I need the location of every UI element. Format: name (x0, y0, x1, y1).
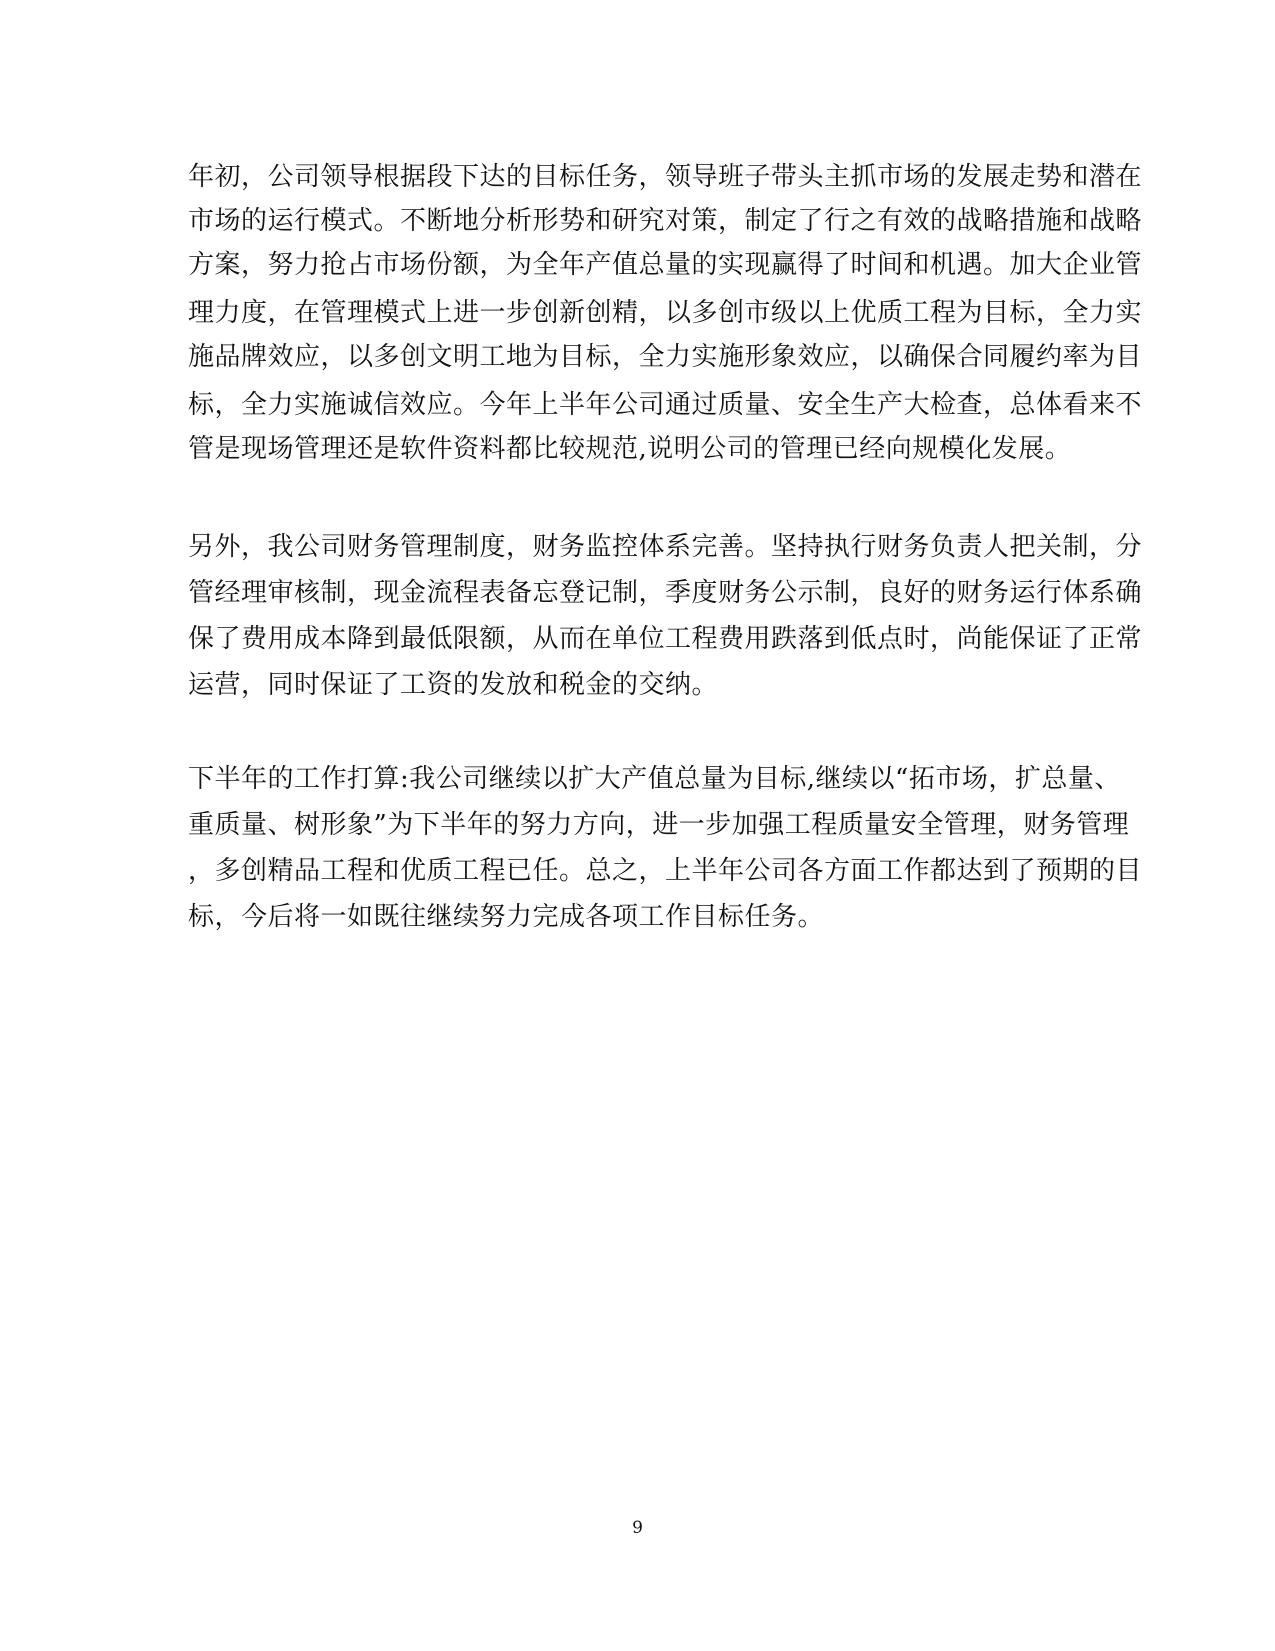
paragraph-line: 方案，努力抢占市场份额，为全年产值总量的实现赢得了时间和机遇。加大企业管 (188, 250, 1143, 280)
paragraph-line: 下半年的工作打算:我公司继续以扩大产值总量为目标,继续以“拓市场，扩总量、 (188, 764, 1121, 794)
paragraph-line: 市场的运行模式。不断地分析形势和研究对策，制定了行之有效的战略措施和战略 (188, 206, 1143, 236)
paragraph-line: ，多创精品工程和优质工程已任。总之，上半年公司各方面工作都达到了预期的目 (188, 856, 1143, 886)
paragraph-line: 施品牌效应，以多创文明工地为目标，全力实施形象效应，以确保合同履约率为目 (188, 342, 1143, 372)
paragraph-line: 运营，同时保证了工资的发放和税金的交纳。 (188, 670, 719, 700)
paragraph-line: 年初，公司领导根据段下达的目标任务，领导班子带头主抓市场的发展走势和潜在 (188, 162, 1143, 192)
paragraph-line: 标，全力实施诚信效应。今年上半年公司通过质量、安全生产大检查，总体看来不 (188, 390, 1143, 420)
paragraph-line: 另外，我公司财务管理制度，财务监控体系完善。坚持执行财务负责人把关制，分 (188, 532, 1143, 562)
paragraph-line: 保了费用成本降到最低限额，从而在单位工程费用跌落到低点时，尚能保证了正常 (188, 624, 1143, 654)
paragraph-line: 标，今后将一如既往继续努力完成各项工作目标任务。 (188, 902, 825, 932)
page-number: 9 (632, 1518, 643, 1538)
paragraph-line: 管经理审核制，现金流程表备忘登记制，季度财务公示制，良好的财务运行体系确 (188, 578, 1143, 608)
paragraph-line: 管是现场管理还是软件资料都比较规范,说明公司的管理已经向规模化发展。 (188, 434, 1072, 464)
paragraph-line: 重质量、树形象”为下半年的努力方向，进一步加强工程质量安全管理，财务管理 (188, 810, 1130, 840)
paragraph-line: 理力度，在管理模式上进一步创新创精，以多创市级以上优质工程为目标，全力实 (188, 298, 1143, 328)
